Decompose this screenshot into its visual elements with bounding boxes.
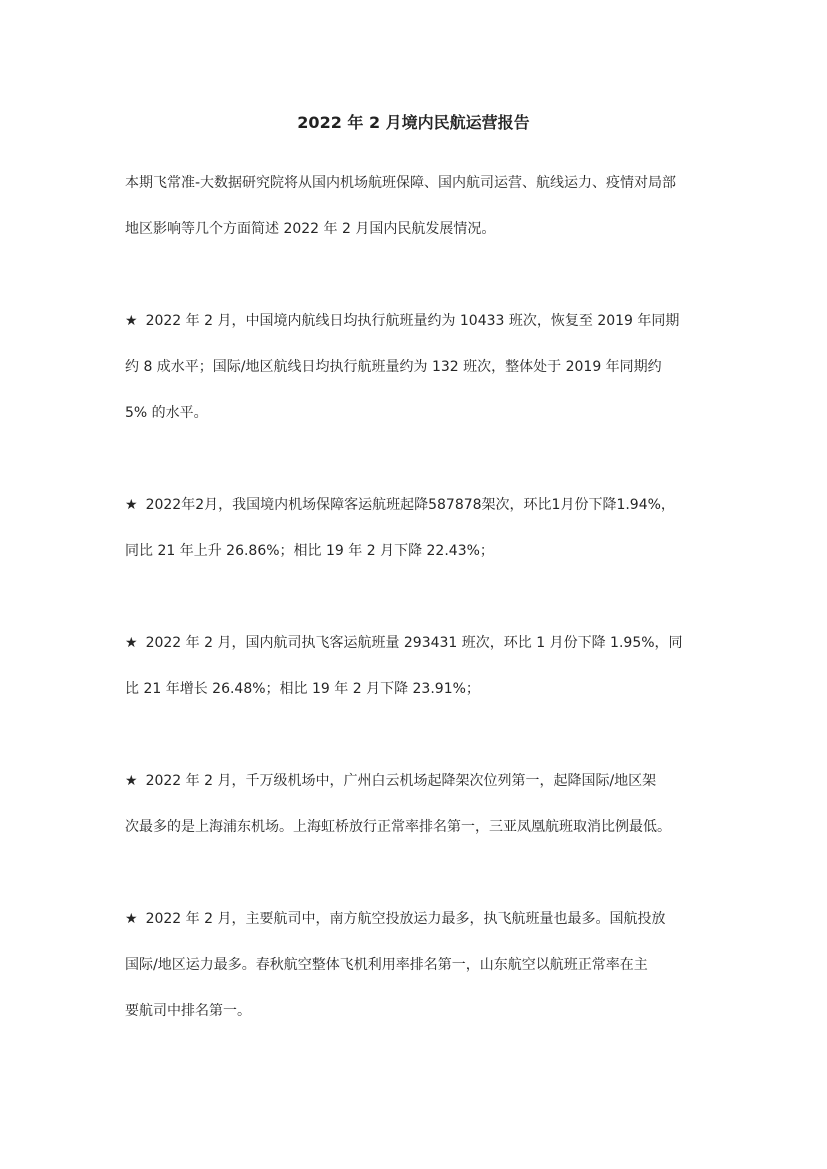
bullet-line: 同比 21 年上升 26.86%；相比 19 年 2 月下降 22.43%； <box>125 543 494 559</box>
star-icon: ★ <box>125 911 138 927</box>
intro-paragraph <box>125 160 703 252</box>
bullet-text: 2022 年 2 月，国内航司执飞客运航班量 293431 班次，环比 1 月份下降 1.95%，同 <box>145 635 683 651</box>
bullet-paragraph-1 <box>125 298 703 436</box>
bullet-paragraph-5 <box>125 896 703 1034</box>
bullet-line: 5% 的水平。 <box>125 405 208 421</box>
document-body <box>125 160 703 1034</box>
bullet-line <box>125 896 703 942</box>
bullet-line: 国际/地区运力最多。春秋航空整体飞机利用率排名第一，山东航空以航班正常率在主 <box>125 957 648 973</box>
bullet-line: 比 21 年增长 26.48%；相比 19 年 2 月下降 23.91%； <box>125 681 480 697</box>
star-icon: ★ <box>125 773 138 789</box>
spacer <box>125 436 703 482</box>
star-icon: ★ <box>125 313 138 329</box>
bullet-text: 2022 年 2 月，主要航司中，南方航空投放运力最多，执飞航班量也最多。国航投放 <box>145 911 666 927</box>
spacer <box>125 252 703 298</box>
bullet-line: 约 8 成水平；国际/地区航线日均执行航班量约为 132 班次，整体处于 2019 年同期约 <box>125 359 662 375</box>
spacer <box>125 712 703 758</box>
bullet-line <box>125 620 703 666</box>
bullet-paragraph-2 <box>125 482 703 574</box>
document-title: 2022 年 2 月境内民航运营报告 <box>297 113 530 132</box>
bullet-line <box>125 482 703 528</box>
bullet-line <box>125 758 703 804</box>
intro-line: 本期飞常准-大数据研究院将从国内机场航班保障、国内航司运营、航线运力、疫情对局部 <box>125 175 677 191</box>
star-icon: ★ <box>125 497 138 513</box>
bullet-text: 2022年2月，我国境内机场保障客运航班起降587878架次，环比1月份下降1.94%， <box>145 497 675 513</box>
spacer <box>125 574 703 620</box>
bullet-paragraph-4 <box>125 758 703 850</box>
intro-line: 地区影响等几个方面简述 2022 年 2 月国内民航发展情况。 <box>125 221 496 237</box>
bullet-text: 2022 年 2 月，千万级机场中，广州白云机场起降架次位列第一，起降国际/地区架 <box>145 773 657 789</box>
bullet-line: 要航司中排名第一。 <box>125 1003 251 1019</box>
bullet-line: 次最多的是上海浦东机场。上海虹桥放行正常率排名第一，三亚凤凰航班取消比例最低。 <box>125 819 671 835</box>
star-icon: ★ <box>125 635 138 651</box>
spacer <box>125 850 703 896</box>
bullet-text: 2022 年 2 月，中国境内航线日均执行航班量约为 10433 班次，恢复至 2019 年同期 <box>145 313 680 329</box>
bullet-paragraph-3 <box>125 620 703 712</box>
bullet-line <box>125 298 703 344</box>
